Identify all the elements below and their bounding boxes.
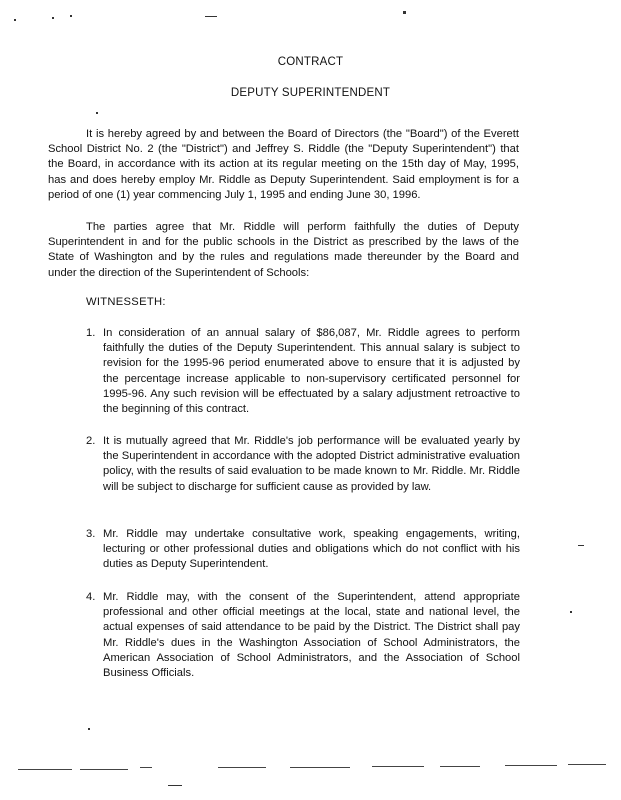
duties-paragraph: The parties agree that Mr. Riddle will perform faithfully the duties of Deputy Superintendent in and for the public schools in the District as prescribed by the laws of the State of Washington and by the rules and regulations made thereunder by the Board and under the direction of the Superintendent of Schools: xyxy=(48,221,519,279)
item-text: In consideration of an annual salary of $86,087, Mr. Riddle agrees to perform faithfully the duties of the Deputy Superintendent. This annual salary is subject to revision for the 1995-96 period enumerated above to ensure that it is adjusted by the percentage increase applicable to non-supervisory certificated personnel for 1995-96. Any such revision will be effectuated by a salary adjustment retroactive to the beginning of this contract. xyxy=(103,327,520,416)
scan-line xyxy=(140,767,152,768)
intro-paragraph: It is hereby agreed by and between the Board of Directors (the "Board") of the Everett School District No. 2 (the "District") and Jeffrey S. Riddle (the "Deputy Superintendent") that the Board, in accordance with its action at its regular meeting on the 15th day of May, 1995, has and does hereby employ Mr. Riddle as Deputy Superintendent. Said employment is for a period of one (1) year commencing July 1, 1995 and ending June 30, 1996. xyxy=(48,128,519,201)
list-item xyxy=(86,590,520,681)
scan-speck xyxy=(52,17,54,19)
document-subtitle: DEPUTY SUPERINTENDENT xyxy=(230,87,391,99)
witnesseth-heading: WITNESSETH: xyxy=(86,296,166,308)
list-item xyxy=(86,527,520,573)
scan-speck xyxy=(14,19,16,21)
item-text: It is mutually agreed that Mr. Riddle's job performance will be evaluated yearly by the Superintendent in accordance with the adopted District administrative evaluation policy, with the results of said evaluation to be made known to Mr. Riddle. Mr. Riddle will be subject to discharge for sufficient cause as provided by law. xyxy=(103,435,520,493)
scan-speck xyxy=(88,728,90,730)
scan-line xyxy=(568,764,606,765)
scan-speck xyxy=(205,16,217,17)
item-text: Mr. Riddle may, with the consent of the Superintendent, attend appropriate professional and other official meetings at the local, state and national level, the actual expenses of said attendance to be paid by the District. The District shall pay Mr. Riddle's dues in the Washington Association of School Administrators, the American Association of School Administrators, and the Association of School Business Officials. xyxy=(103,591,520,680)
scan-speck xyxy=(70,15,72,17)
list-item xyxy=(86,434,520,495)
list-item xyxy=(86,326,520,417)
document-title: CONTRACT xyxy=(277,56,344,68)
scan-speck xyxy=(168,785,182,786)
scan-line xyxy=(18,769,72,770)
item-number: 2. xyxy=(86,435,96,447)
scan-speck xyxy=(403,11,406,14)
scan-speck xyxy=(570,611,572,613)
scan-speck xyxy=(578,545,584,546)
scan-line xyxy=(440,766,480,767)
scan-line xyxy=(218,767,266,768)
scan-line xyxy=(290,767,350,768)
scan-line xyxy=(372,766,424,767)
item-number: 1. xyxy=(86,327,96,339)
item-number: 4. xyxy=(86,591,96,603)
scan-line xyxy=(80,769,128,770)
scan-speck xyxy=(96,112,98,114)
item-number: 3. xyxy=(86,528,96,540)
item-text: Mr. Riddle may undertake consultative work, speaking engagements, writing, lecturing or other professional duties and obligations which do not conflict with his duties as Deputy Superintendent. xyxy=(103,528,520,571)
scan-line xyxy=(505,765,557,766)
